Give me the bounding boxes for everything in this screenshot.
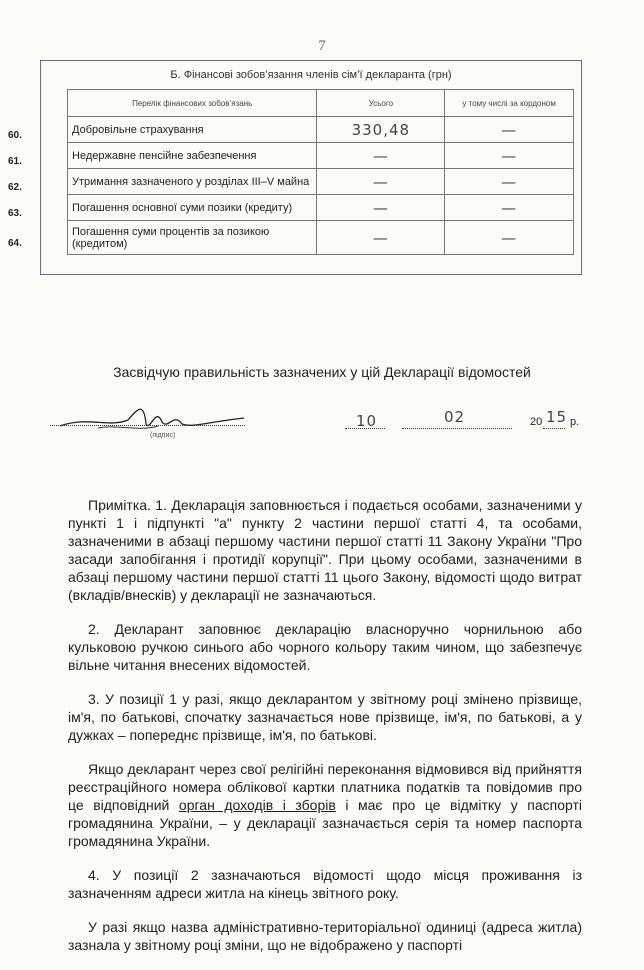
section-title: Б. Фінансові зобов’язання членів сім’ї декларанта (грн): [170, 69, 452, 81]
row-label: Добровільне страхування: [68, 117, 317, 143]
date-day: 10: [356, 412, 378, 430]
header-total: Усього: [317, 90, 445, 117]
row-label: Утримання зазначеного у розділах III–V майна: [68, 169, 317, 195]
note-underlined-text: орган доходів і зборів: [178, 797, 336, 813]
row-abroad: —: [445, 195, 574, 221]
date-year-suffix: 15: [546, 408, 568, 426]
table-row: [68, 143, 574, 169]
row-total: —: [317, 143, 445, 169]
table-row: [68, 169, 574, 195]
signature-line: [50, 425, 245, 426]
header-abroad: у тому числі за кордоном: [445, 90, 574, 117]
row-abroad: —: [445, 117, 574, 143]
note-paragraph: 3. У позиції 1 у разі, якщо декларантом у звітному році змінено прізвище, ім'я, по батькові, спочатку зазначається нове прізвище, ім'я, по батькові, а у дужках – попереднє прізвище, ім'я, по батькові.: [68, 691, 582, 743]
header-obligations: Перелік фінансових зобов’язань: [68, 90, 317, 117]
row-total: 330,48: [317, 117, 445, 143]
note-paragraph: У разі якщо назва адміністративно-територіальної одиниці (адреса житла) зазнала у звітному році зміни, що не відображено у паспорті: [68, 919, 582, 953]
row-number: 62.: [8, 182, 22, 193]
note-paragraph: Примітка. 1. Декларація заповнюється і подається особами, зазначеними у пункті 1 і підпункті "а" пункту 2 частини першої статті 4, та особами, зазначеними в абзаці першому частини першої статті 11 Закону України "Про засади запобігання і протидії корупції". При цьому особами, зазначеними в абзаці першому частини першої статті 11 цього Закону, відомості щодо витрат (вкладів/внесків) у декларації не зазначаються.: [68, 497, 582, 603]
note-body: [68, 496, 582, 970]
row-number: 61.: [8, 156, 22, 167]
signature-label: (підпис): [150, 432, 176, 439]
table-header-row: [68, 90, 574, 117]
row-label: Погашення основної суми позики (кредиту): [68, 195, 317, 221]
note-paragraph: 4. У позиції 2 зазначаються відомості щодо місця проживання із зазначенням адреси житла на кінець звітного року.: [68, 867, 582, 901]
row-label: Недержавне пенсійне забезпечення: [68, 143, 317, 169]
row-abroad: —: [445, 221, 574, 255]
declaration-heading: Засвідчую правильність зазначених у цій Декларації відомостей: [113, 364, 531, 380]
note-paragraph: [68, 760, 582, 850]
date-month-line: [402, 428, 512, 429]
row-abroad: —: [445, 169, 574, 195]
date-year-prefix: 20: [530, 416, 543, 428]
row-total: —: [317, 195, 445, 221]
date-suffix: р.: [570, 416, 580, 428]
note-text: Якщо декларант через свої релігійні переконання відмовився від прийняття реєстраційного номера облікової картки платника податків та повідомив про це відповідний: [68, 761, 582, 813]
note-text: і має про це відмітку у паспорті громадянина України, – у декларації зазначається серія та номер паспорта громадянина України.: [68, 797, 582, 849]
date-month: 02: [444, 408, 466, 426]
note-paragraph: 2. Декларант заповнює декларацію власноручно чорнильною або кульковою ручкою синього або чорного кольору таким чином, що забезпечує вільне читання внесених відомостей.: [68, 621, 582, 673]
row-number: 64.: [8, 238, 22, 249]
row-number: 60.: [8, 130, 22, 141]
row-total: —: [317, 221, 445, 255]
table-row: [68, 117, 574, 143]
row-total: —: [317, 169, 445, 195]
page-number: 7: [318, 38, 326, 54]
row-abroad: —: [445, 143, 574, 169]
row-label: Погашення суми процентів за позикою (кредитом): [68, 221, 317, 255]
table-row: [68, 221, 574, 255]
financial-obligations-table: [67, 89, 574, 255]
row-number: 63.: [8, 208, 22, 219]
table-row: [68, 195, 574, 221]
date-year-line: [543, 428, 565, 429]
